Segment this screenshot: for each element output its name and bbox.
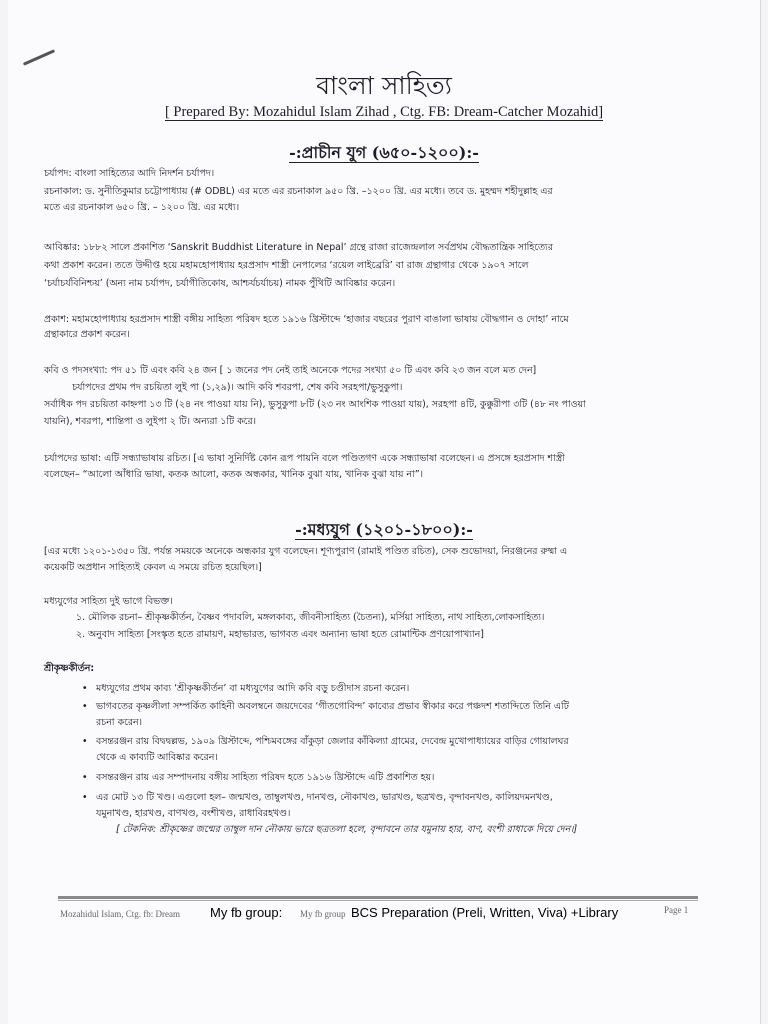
- document-subtitle: [ Prepared By: Mozahidul Islam Zihad , Ctg. FB: Dream-Catcher Mozahid]: [164, 104, 604, 120]
- text-line: মতে এর রচনাকাল ৬৫০ খ্রি. – ১২০০ খ্রি. এর মধ্যে।: [44, 202, 240, 213]
- footer-author: Mozahidul Islam, Ctg. fb: Dream: [60, 909, 180, 919]
- text-line: যমুনাখণ্ড, হারখণ্ড, বাণখণ্ড, বংশীখণ্ড, রাধাবিরহখণ্ড।: [96, 808, 291, 819]
- text-line: থেকে এ কাব্যটি আবিষ্কার করেন।: [96, 752, 218, 763]
- text-line: [ টেকনিক: শ্রীকৃষ্ণের জন্মের তাম্বুল দান নৌকায় ভারে ছত্রতলা হলে, বৃন্দাবনে তার যমুনায় হার, বাণ, বংশী রাধাকে দিয়ে দেন।]: [116, 824, 578, 835]
- text-line: গ্রন্থাকারে প্রকাশ করেন।: [44, 329, 130, 340]
- bullet-item: • এর মোট ১৩ টি খণ্ড। এগুলো হল– জন্মখণ্ড, তাম্বুলখণ্ড, দানখণ্ড, নৌকাখণ্ড, ভারখণ্ড, ছত্রখণ্ড, বৃন্দাবনখণ্ড, কালিয়দমনখণ্ড,: [96, 791, 553, 804]
- text-line: মধ্যযুগের সাহিত্য দুই ভাগে বিভক্ত।: [44, 596, 173, 607]
- bullet-item: • ভাগবতের কৃষ্ণলীলা সম্পর্কিত কাহিনী অবলম্বনে জয়দেবের ‘গীতগোবিন্দ’ কাব্যের প্রভাব স্বীকার করে পঞ্চদশ শতাব্দিতে তিনি এটি: [96, 700, 569, 713]
- text-line: কয়েকটি অপ্রধান সাহিত্যই কেবল এ সময়ে রচিত হয়েছিল।]: [44, 562, 262, 573]
- text-line: [এর মধ্যে ১২০১-১৩৫০ খ্রি. পর্যন্ত সময়কে অনেকে অন্ধকার যুগ বলেছেন। শূণ্যপুরাণ (রামাই পণ্ডিত রচিত), সেক শুভোদয়া, নিরঞ্জনের রুষ্মা এ: [44, 546, 568, 557]
- text-line: বলেছেন– “আলো আঁধারি ভাষা, কতক আলো, কতক অন্ধকার, খানিক বুঝা যায়, খানিক বুঝা যায় না”।: [44, 469, 423, 480]
- section-heading-medieval: -:মধ্যযুগ (১২০১-১৮০০):-: [295, 520, 473, 539]
- footer-group-name: BCS Preparation (Preli, Written, Viva) +Library: [351, 905, 619, 920]
- footer-rule-thin: [58, 900, 698, 901]
- text-line: রচনাকাল: ড. সুনীতিকুমার চট্টোপাধ্যায় (# ODBL) এর মতে এর রচনাকাল ৯৫০ খ্রি. –১২০০ খ্রি. এর মধ্যে। তবে ড. মুহম্মদ শহীদুল্লাহ এর: [44, 186, 553, 197]
- page-number: Page 1: [664, 905, 689, 915]
- bullet-item: • বসন্তরঞ্জন রায় এর সম্পাদনায় বঙ্গীয় সাহিত্য পরিষদ হতে ১৯১৬ খ্রিস্টাব্দে এটি প্রকাশিত হয়।: [96, 771, 434, 784]
- footer-group-label: My fb group:: [210, 905, 283, 920]
- footer-rule: [58, 896, 698, 899]
- text-line: যায়নি), শবরপা, শান্তিপা ও লুইপা ২ টি। অন্যরা ১টি করে।: [44, 416, 256, 427]
- text-line: চর্যাপদ: বাংলা সাহিত্যের আদি নিদর্শন চর্যাপদ।: [44, 168, 215, 179]
- text-line: কবি ও পদসংখ্যা: পদ ৫১ টি এবং কবি ২৪ জন [ ১ জনের পদ নেই তাই অনেকে পদের সংখ্যা ৫০ টি এবং কবি ২৩ জন বলে মত দেন]: [44, 365, 537, 376]
- bullet-item: • মধ্যযুগের প্রথম কাব্য ‘শ্রীকৃষ্ণকীর্তন’ বা মধ্যযুগের আদি কবি বড়ু চণ্ডীদাস রচনা করেন।: [96, 682, 409, 695]
- subsection-heading: শ্রীকৃষ্ণকীর্তন:: [44, 663, 95, 674]
- footer-group-faint: My fb group: [300, 909, 346, 919]
- text-line: চর্যাপদের ভাষা: এটি সন্ধ্যাভাষায় রচিত। [এ ভাষা সুনির্দিষ্ট কোন রূপ পায়নি বলে পণ্ডিতগণ একে সন্ধ্যাভাষা বলেছেন। এ প্রসঙ্গে হরপ্রসাদ শাস্ত্রী: [44, 453, 565, 464]
- text-line: ‘চর্যাচর্যবিনিশ্চয়’ (অন্য নাম চর্যাপদ, চর্যাগীতিকোষ, আশ্চর্যচর্যাচয়) নামক পুঁথিটি আবিষ্কার করেন।: [44, 278, 396, 289]
- text-line: আবিষ্কার: ১৮৮২ সালে প্রকাশিত ‘Sanskrit Buddhist Literature in Nepal’ গ্রন্থে রাজা রাজেন্দ্রলাল সর্বপ্রথম বৌদ্ধতান্ত্রিক সাহিত্যের: [44, 242, 553, 253]
- text-line: প্রকাশ: মহামহোপাধ্যায় হরপ্রসাদ শাস্ত্রী বঙ্গীয় সাহিত্য পরিষদ হতে ১৯১৬ খ্রিস্টাব্দে ‘হাজার বছরের পুরাণ বাঙালা ভাষায় বৌদ্ধগান ও দোহা’ নামে: [44, 314, 569, 325]
- list-item: ১. মৌলিক রচনা– শ্রীকৃষ্ণকীর্তন, বৈষ্ণব পদাবলি, মঙ্গলকাব্য, জীবনীসাহিত্য (চৈতন্য), মর্সিয়া সাহিত্য, নাথ সাহিত্য,লোকসাহিত্য।: [76, 612, 545, 623]
- text-line: কথা প্রকাশ করেন। ততে উদ্দীপ্ত হয়ে মহামহোপাধ্যায় হরপ্রসাদ শাস্ত্রী নেপালের ‘রয়েল লাইব্রেরি’ বা রাজ গ্রন্থাগার থেকে ১৯০৭ সালে: [44, 260, 529, 271]
- text-line: রচনা করেন।: [96, 717, 142, 728]
- section-heading-ancient: -:প্রাচীন যুগ (৬৫০-১২০০):-: [289, 143, 479, 162]
- text-line: চর্যাপদের প্রথম পদ রচয়িতা লুই পা (১,২৯)। আদি কবি শবরপা, শেষ কবি সরহপা/ভুসুকুপা।: [72, 382, 403, 393]
- document-title: বাংলা সাহিত্য: [316, 71, 452, 100]
- bullet-item: • বসন্তরঞ্জন রায় বিদ্বদ্বল্লভ, ১৯০৯ খ্রিস্টাব্দে, পশ্চিমবঙ্গের বাঁকুড়া জেলার কাঁকিল্যা গ্রামের, দেবেন্দ্র মুখোপাধ্যায়ের বাড়ির গোয়ালঘর: [96, 735, 568, 748]
- list-item: ২. অনুবাদ সাহিত্য [সংস্কৃত হতে রামায়ণ, মহাভারত, ভাগবত এবং অন্যান্য ভাষা হতে রোমান্টিক প্রণয়োপাখ্যান]: [76, 629, 484, 640]
- text-line: সর্বাধিক পদ রচয়িতা কাহ্নপা ১৩ টি (২৪ নং পাওয়া যায় নি), ভুসুকুপা ৮টি (২৩ নং আংশিক পাওয়া যায়), সরহপা ৪টি, কুক্কুরীপা ৩টি (৪৮ নং পাওয়া: [44, 399, 586, 410]
